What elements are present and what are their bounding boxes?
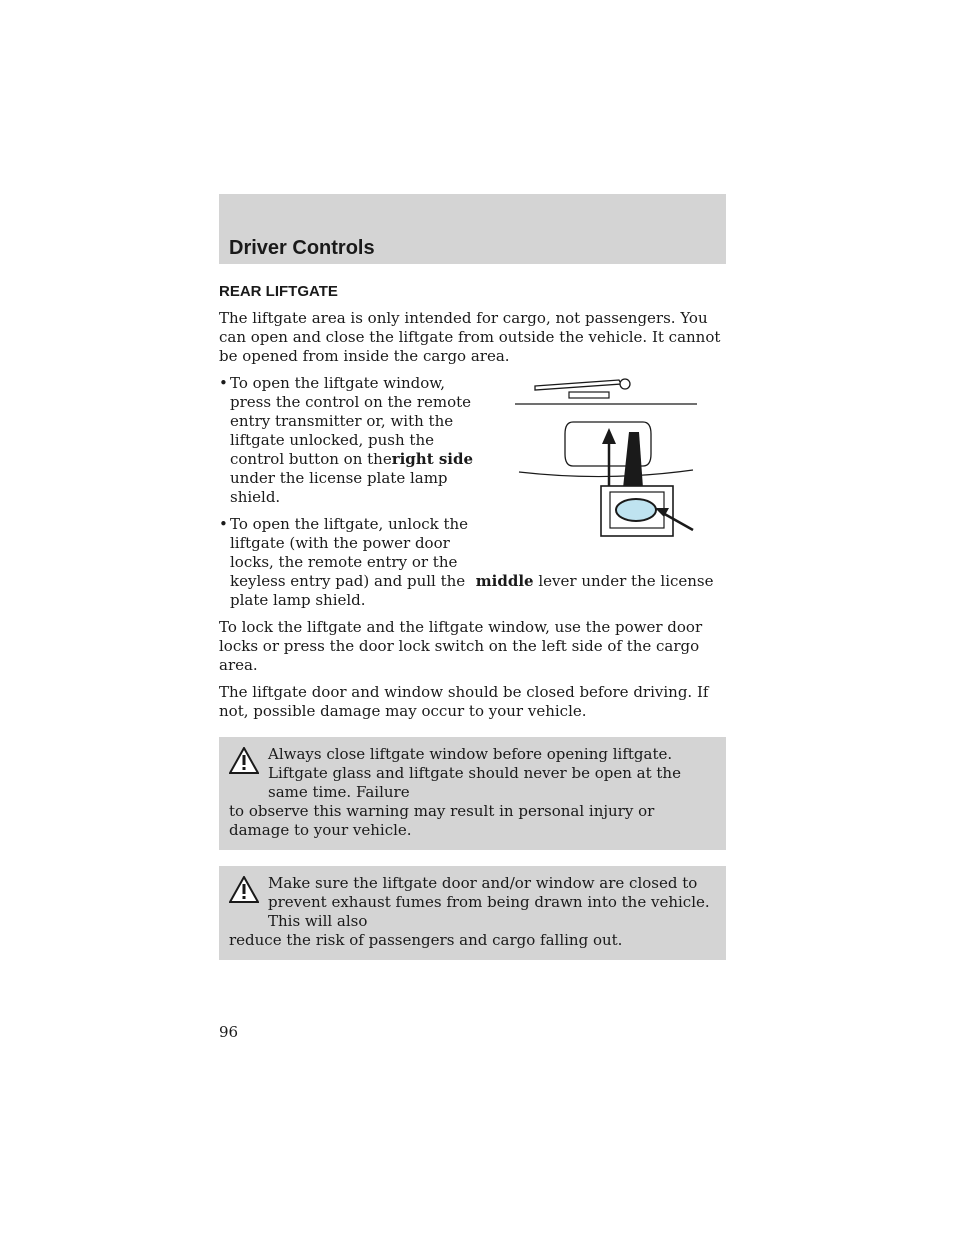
warning-triangle-icon xyxy=(229,747,259,774)
bullet-text: under the license plate lamp shield. xyxy=(230,469,448,506)
section-heading: REAR LIFTGATE xyxy=(219,283,338,300)
bullet-emphasis: middle xyxy=(475,572,534,590)
bullet-text: To open the liftgate, unlock the liftgate (with the power door locks, the remote entry or the keyless entry pad) and pull the xyxy=(230,515,469,590)
warning-text-rest: to observe this warning may result in personal injury or damage to your vehicle. xyxy=(229,802,655,839)
warning-text-first: Make sure the liftgate door and/or window are closed to prevent exhaust fumes from being drawn into the vehicle. This will also xyxy=(268,874,710,930)
bullet-list xyxy=(219,374,726,610)
intro-paragraph: The liftgate area is only intended for cargo, not passengers. You can open and close the liftgate from outside the vehicle. It cannot be opened from inside the cargo area. xyxy=(219,309,721,365)
bullet-emphasis: right side xyxy=(391,450,474,468)
wiper-blade xyxy=(569,392,609,398)
bumper-line xyxy=(519,470,693,477)
warning-box-1 xyxy=(219,737,726,850)
wiper-arm xyxy=(535,380,621,390)
closed-paragraph: The liftgate door and window should be closed before driving. If not, possible damage may occur to your vehicle. xyxy=(219,683,709,720)
wiper-pivot xyxy=(620,379,630,389)
bullet-marker: • xyxy=(219,374,228,392)
bullet-text: To open the liftgate window, press the control on the remote entry transmitter or, with the liftgate unlocked, push the control button on the xyxy=(230,374,472,468)
bullet-item-window xyxy=(219,374,482,507)
warning-text-first: Always close liftgate window before opening liftgate. Liftgate glass and liftgate should never be open at the same time. Failure xyxy=(268,745,681,801)
page-number: 96 xyxy=(219,1023,239,1041)
liftgate-diagram xyxy=(511,374,699,544)
warning-triangle-icon xyxy=(229,876,259,903)
warning-box-2 xyxy=(219,866,726,960)
header-band xyxy=(219,194,726,264)
lock-paragraph: To lock the liftgate and the liftgate window, use the power door locks or press the door lock switch on the left side of the cargo area. xyxy=(219,618,703,674)
bullet-marker: • xyxy=(219,515,228,533)
content xyxy=(219,266,726,960)
header-title: Driver Controls xyxy=(229,237,375,259)
bullet-text: lever under the license plate lamp shield. xyxy=(230,572,714,609)
control-button xyxy=(616,499,656,521)
warning-text-rest: reduce the risk of passengers and cargo falling out. xyxy=(229,931,623,949)
